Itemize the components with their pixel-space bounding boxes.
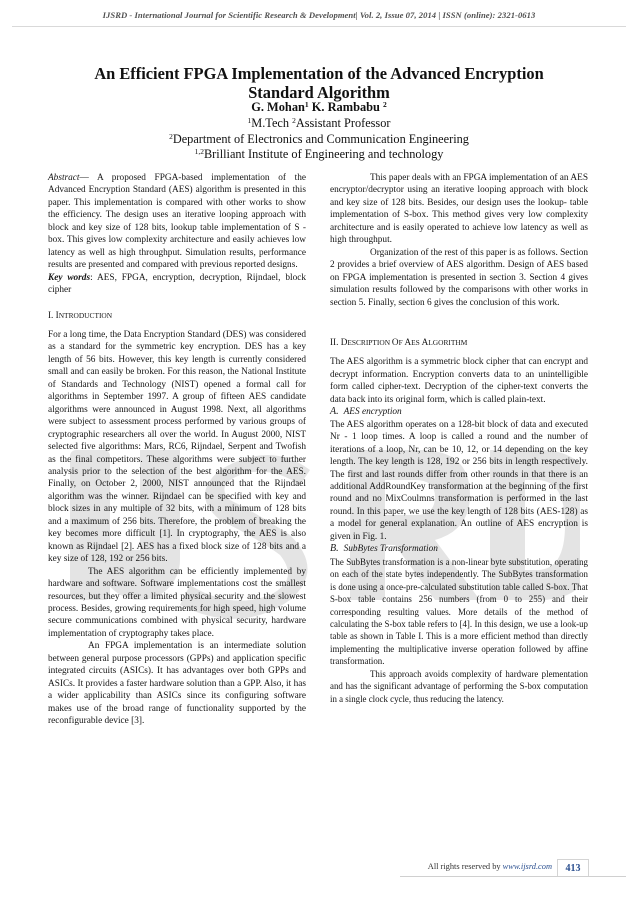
header-rule — [12, 26, 626, 27]
author-2: K. Rambabu — [311, 100, 380, 114]
dept-name: Department of Electronics and Communication Engineering — [172, 132, 469, 146]
section-2-escription: ESCRIPTION — [347, 337, 392, 347]
aes-paragraph-4: This approach avoids complexity of hardware plementation and has the significant advantage of performing the S-box computation in a single clock cycle, thus reducing the latency. — [330, 668, 588, 704]
author-roles — [120, 116, 518, 131]
section-1-initial: I — [55, 309, 59, 320]
abstract — [48, 172, 306, 272]
abstract-label: Abstract — [48, 173, 80, 183]
section-1-title-rest: NTRODUCTION — [58, 310, 113, 320]
role-1-affil: 1 — [247, 116, 252, 125]
intro-paragraph-1: For a long time, the Data Encryption Standard (DES) was considered as a standard for the symmetric key encryption. DES has a key length of 56 bits. However, this key length is currently considered small and can easily be broken. For this reason, the National Institute of Standards and Technology (NIST) opened a formal call for algorithms in September 1997. A group of fifteen AES candidate algorithms were announced in August 1998. Next, all algorithms were subject to assessment process performed by various groups of cryptographic researchers all over the world. In August 2000, NIST selected five algorithms: Mars, RC6, Rijndael, Serpent and Twofish as the final competitors. These algorithms were subject to further analysis prior to the selection of the best algorithm for the AES. Finally, on October 2, 2000, NIST announced that the Rijndael algorithm was the winner. Rijndael can be specified with key and block sizes in any multiple of 32 bits, with a minimum of 128 bits and a maximum of 256 bits. Therefore, the problem of breaking the key becomes more difficult [1]. In cryptography, the AES is also known as Rijndael [2]. AES has a fixed block size of 128 bits and a key size of 128, 192 or 256 bits. — [48, 329, 306, 565]
intro-paragraph-3: An FPGA implementation is an intermediate solution between general purpose processors (GPPs) and application specific integrated circuits (ASICs). It has advantages over both GPPs and ASICs. It provides a faster hardware solution than a GPP. Also, it has a wider applicability than ASICs since its configuring software makes use of the broad range of functionality supported by the reconfigurable device [3]. — [48, 641, 306, 727]
inst-name: Brilliant Institute of Engineering and technology — [203, 147, 444, 161]
subsection-a-heading — [330, 406, 588, 418]
keywords-label: Key words — [48, 272, 91, 283]
institution — [100, 147, 538, 162]
author-2-affil: 2 — [383, 100, 387, 109]
role-2-affil: 2 — [292, 116, 296, 125]
section-2-o: O — [391, 336, 399, 347]
section-2-lgorithm: LGORITHM — [428, 337, 468, 347]
author-1: G. Mohan — [251, 100, 305, 114]
dept-affil: 2 — [169, 132, 173, 141]
section-2-heading — [330, 336, 588, 349]
author-line — [120, 100, 518, 115]
keywords-text: : AES, FPGA, encryption, decryption, Rijndael, block cipher — [48, 272, 306, 296]
author-1-affil: 1 — [304, 100, 309, 109]
footer-rights-text: All rights reserved by — [427, 862, 503, 871]
subsection-b-title: SubBytes Transformation — [343, 544, 438, 555]
keywords — [48, 272, 306, 297]
subsection-a-title: AES encryption — [343, 407, 402, 418]
subsection-a-label: A. — [330, 406, 339, 418]
section-1-heading — [48, 309, 306, 322]
section-2-f: F — [398, 337, 405, 347]
section-1-numeral: I. — [48, 309, 54, 320]
role-1: M.Tech — [251, 116, 290, 130]
section-2-es: ES — [411, 337, 422, 347]
role-2: Assistant Professor — [295, 116, 391, 130]
aes-paragraph-3: The SubBytes transformation is a non-linear byte substitution, operating on each of the state bytes independently. The SubBytes transformation is done using a once-pre-calculated substitution table called S-box. That S-box table contains 256 numbers (from 0 to 255) and their corresponding resulting values. More details of the method of calculating the S-box table refers to [4]. In this design, we use a look-up table as shown in Table I. This is a more efficient method than directly implementing the multiplicative inverse operation followed by affine transformation. — [330, 556, 588, 667]
intro-paragraph-5: Organization of the rest of this paper is as follows. Section 2 provides a brief overview of AES algorithm. Design of AES based on FPGA implementation is presented in section 3. Section 4 gives simulation results followed by the comparisons with other works in section 5. Finally, section 6 gives the conclusion of this work. — [330, 247, 589, 308]
abstract-text: — A proposed FPGA-based implementation of the Advanced Encryption Standard (AES) algorithm is presented in this paper. This implementation is compared with other works to show the efficiency. The design uses an iterative looping approach with block and key size of 128 bits, lookup table implementation of S -box. This gives low complexity architecture and easily achieves low latency as well as high throughput. Simulation results, performance results are presented and compared with previous reported designs. — [48, 173, 306, 271]
section-2-numeral: II. — [330, 336, 339, 347]
aes-paragraph-2: The AES algorithm operates on a 128-bit block of data and executed Nr - 1 loop times. A loop is called a round and the number of iterations of a loop, Nr, can be 10, 12, or 14 depending on the key length. The key length is 128, 192 or 256 bits in length respectively. The first and last rounds differ from other rounds in that there is an additional AddRoundKey transformation at the beginning of the first round and no MixCoulmns transformation is performed in the last round. In this paper, we use the key length of 128 bits (AES-128) as a model for general explanation. An outline of AES encryption is given in Fig. 1. — [330, 419, 588, 542]
inst-affil: 1,2 — [194, 147, 204, 156]
left-column — [48, 172, 306, 727]
subsection-b-heading — [330, 543, 588, 555]
department — [100, 132, 538, 147]
right-column — [330, 172, 588, 705]
footer-url-link[interactable]: www.ijsrd.com — [502, 862, 552, 871]
footer-rights — [400, 862, 552, 871]
section-2-alg-a: A — [421, 336, 429, 347]
subsection-b-label: B. — [330, 543, 339, 555]
footer-rule — [400, 876, 626, 877]
paper-title: An Efficient FPGA Implementation of the Advanced Encryption Standard Algorithm — [94, 64, 544, 102]
running-head: IJSRD - International Journal for Scientific Research & Development| Vol. 2, Issue 07, 2014 | ISSN (online): 2321-0613 — [102, 10, 536, 20]
aes-paragraph-1: The AES algorithm is a symmetric block cipher that can encrypt and decrypt information. Encryption converts data to an unintelligible form called cipher-text. Decryption of the cipher-text converts the data back into its original form, which is called plain-text. — [330, 357, 588, 405]
intro-paragraph-2: The AES algorithm can be efficiently implemented by hardware and software. Software implementations cost the smallest resources, but they offer a limited physical security and the slowest process. Besides, growing requirements for high speed, high volume secure communications combined with physical security, hardware implementation of cryptography takes place. — [48, 566, 306, 639]
section-2-d: D — [340, 336, 348, 347]
intro-paragraph-4: This paper deals with an FPGA implementation of an AES encryptor/decryptor using an iterative looping approach with block and key size of 128 bits. Besides, our design uses the lookup- table implementation of S-box. This method gives very low complexity architecture and is easily operated to achieve low latency as well as high throughput. — [330, 173, 588, 246]
section-2-a: A — [404, 336, 412, 347]
page-number: 413 — [557, 859, 589, 877]
